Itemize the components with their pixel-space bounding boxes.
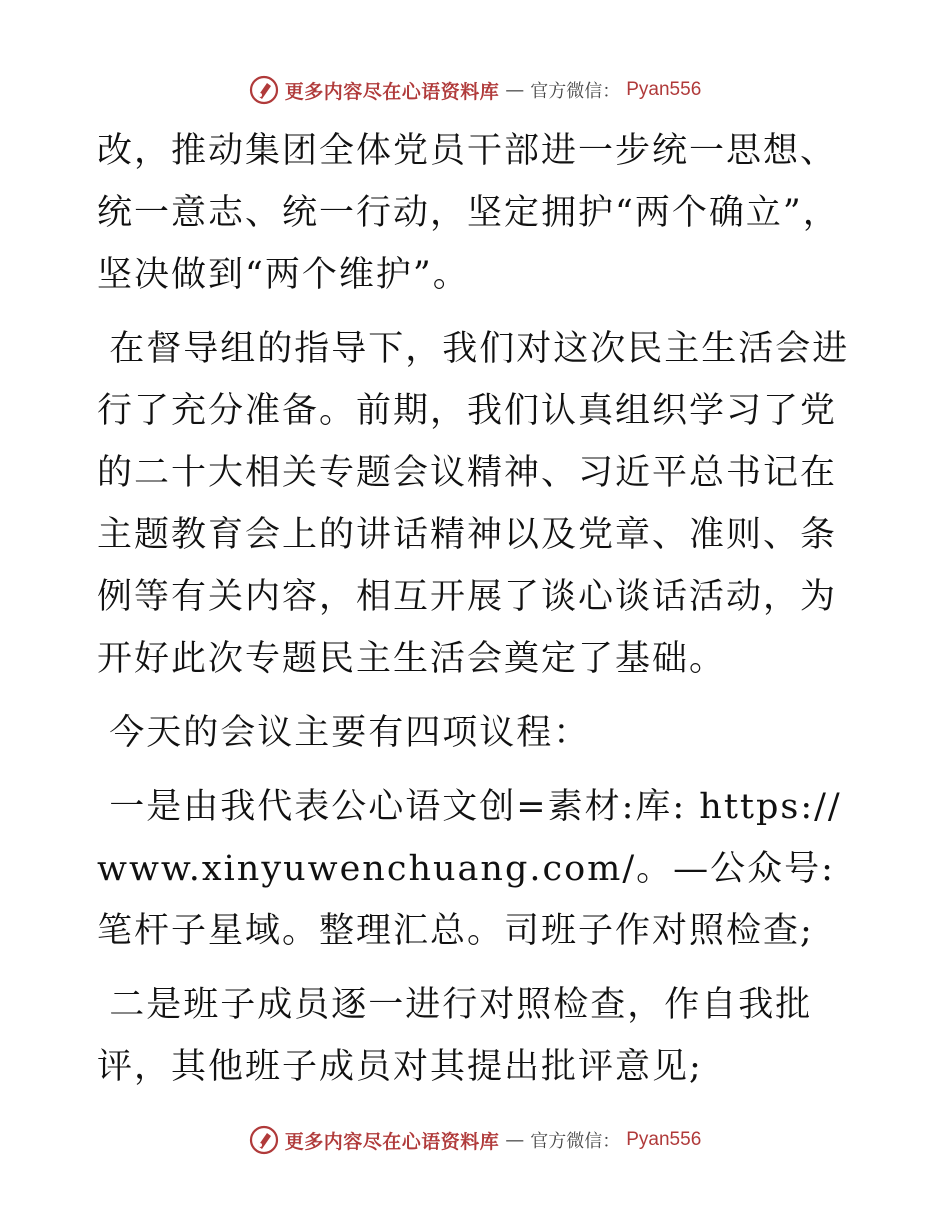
paragraph: 在督导组的指导下，我们对这次民主生活会进行了充分准备。前期，我们认真组织学习了党的二十大相关专题会议精神、习近平总书记在主题教育会上的讲话精神以及党章、准则、条例等有关内容，相互开展了谈心谈话活动，为开好此次专题民主生活会奠定了基础。 bbox=[97, 329, 850, 679]
wechat-label: 官方微信： bbox=[530, 81, 621, 102]
wechat-label: 官方微信： bbox=[530, 1131, 621, 1152]
banner-dash: — bbox=[505, 79, 525, 101]
pen-nib-logo-icon bbox=[249, 1125, 279, 1155]
paragraph: 一是由我代表公心语文创=素材:库: https://www.xinyuwenchuang.com/。—公众号: 笔杆子星域。整理汇总。司班子作对照检查; bbox=[97, 787, 849, 951]
document-body bbox=[97, 120, 857, 1110]
wechat-id: Pyan556 bbox=[626, 79, 702, 100]
paragraph: 今天的会议主要有四项议程： bbox=[109, 713, 591, 753]
site-slogan: 更多内容尽在心语资料库 bbox=[284, 1130, 500, 1153]
paragraph: 改，推动集团全体党员干部进一步统一思想、统一意志、统一行动，坚定拥护“两个确立”，坚决做到“两个维护”。 bbox=[97, 131, 840, 295]
wechat-id: Pyan556 bbox=[626, 1129, 702, 1150]
footer-banner bbox=[0, 1122, 950, 1158]
banner-dash: — bbox=[505, 1129, 525, 1151]
pen-nib-logo-icon bbox=[249, 75, 279, 105]
paragraph: 二是班子成员逐一进行对照检查，作自我批评，其他班子成员对其提出批评意见; bbox=[97, 985, 813, 1087]
header-banner bbox=[0, 72, 950, 108]
site-slogan: 更多内容尽在心语资料库 bbox=[284, 80, 500, 103]
